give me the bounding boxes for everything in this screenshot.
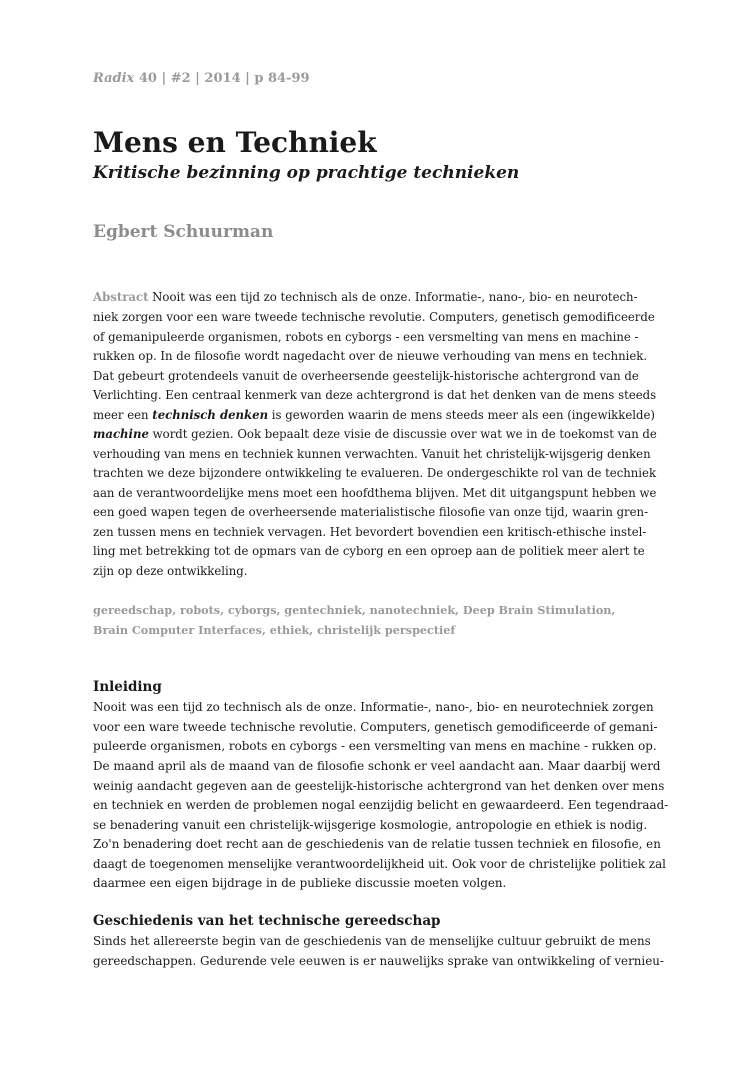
- journal-name: Radix: [93, 71, 135, 86]
- abstract-line: aan de verantwoordelijke mens moet een hoofdthema blijven. Met dit uitgangspunt hebben we: [93, 486, 657, 500]
- abstract-line: rukken op. In de filosofie wordt nagedacht over de nieuwe verhouding van mens en techniek.: [93, 349, 648, 363]
- abstract-line: Abstract Nooit was een tijd zo technisch als de onze. Informatie-, nano-, bio- en neurotech-: [93, 290, 638, 304]
- body-line: De maand april als de maand van de filosofie schonk er veel aandacht aan. Maar daarbij werd: [93, 759, 661, 773]
- keywords-line: gereedschap, robots, cyborgs, gentechniek, nanotechniek, Deep Brain Stimulation,: [93, 603, 616, 617]
- issue-details: 40 | #2 | 2014 | p 84-99: [134, 71, 310, 86]
- abstract-line: niek zorgen voor een ware tweede technische revolutie. Computers, genetisch gemodificeerde: [93, 310, 655, 324]
- abstract-line: zen tussen mens en techniek vervagen. Het bevordert bovendien een kritisch-ethische instel-: [93, 525, 647, 539]
- body-line: se benadering vanuit een christelijk-wijsgerige kosmologie, antropologie en ethiek is nodig.: [93, 818, 648, 832]
- abstract-line: of gemanipuleerde organismen, robots en cyborgs - een versmelting van mens en machine -: [93, 330, 639, 344]
- abstract-line: verhouding van mens en techniek kunnen verwachten. Vanuit het christelijk-wijsgerig denken: [93, 447, 651, 461]
- abstract-line: trachten we deze bijzondere ontwikkeling te evalueren. De ondergeschikte rol van de techniek: [93, 466, 657, 480]
- body-line: daarmee een eigen bijdrage in de publieke discussie moeten volgen.: [93, 876, 507, 890]
- abstract-line: Dat gebeurt grotendeels vanuit de overheersende geestelijk-historische achtergrond van de: [93, 369, 639, 383]
- body-line: weinig aandacht gegeven aan de geestelijk-historische achtergrond van het denken over mens: [93, 779, 665, 793]
- body-line: puleerde organismen, robots en cyborgs - een versmelting van mens en machine - rukken op.: [93, 739, 657, 753]
- abstract-line: zijn op deze ontwikkeling.: [93, 564, 248, 578]
- body-line: Sinds het allereerste begin van de geschiedenis van de menselijke cultuur gebruikt de mens: [93, 934, 651, 948]
- body-line: en techniek en werden de problemen nogal eenzijdig belicht en gewaardeerd. Een tegendraad-: [93, 798, 669, 812]
- abstract-line: Verlichting. Een centraal kenmerk van deze achtergrond is dat het denken van de mens steeds: [93, 388, 657, 402]
- running-head: [93, 71, 310, 86]
- author-name: Egbert Schuurman: [93, 222, 274, 242]
- article-title: Mens en Techniek: [93, 126, 377, 159]
- body-line: Nooit was een tijd zo technisch als de onze. Informatie-, nano-, bio- en neurotechniek zorgen: [93, 700, 654, 714]
- body-line: voor een ware tweede technische revolutie. Computers, genetisch gemodificeerde of gemani-: [93, 720, 658, 734]
- abstract-line: ling met betrekking tot de opmars van de cyborg en een oproep aan de politiek meer alert te: [93, 544, 645, 558]
- abstract-line: een goed wapen tegen de overheersende materialistische filosofie van onze tijd, waarin gren-: [93, 505, 649, 519]
- section-heading-inleiding: Inleiding: [93, 679, 162, 695]
- section-heading-geschiedenis: Geschiedenis van het technische gereedschap: [93, 913, 441, 929]
- article-subtitle: Kritische bezinning op prachtige technieken: [93, 163, 520, 183]
- body-line: gereedschappen. Gedurende vele eeuwen is er nauwelijks sprake van ontwikkeling of vernieu-: [93, 954, 664, 968]
- abstract-line: machine wordt gezien. Ook bepaalt deze visie de discussie over wat we in de toekomst van de: [93, 427, 657, 441]
- body-line: daagt de toegenomen menselijke verantwoordelijkheid uit. Ook voor de christelijke politiek zal: [93, 857, 666, 871]
- abstract-label: Abstract: [93, 290, 149, 304]
- abstract-line: meer een technisch denken is geworden waarin de mens steeds meer als een (ingewikkelde): [93, 408, 655, 422]
- emphasis-text: technisch denken: [152, 408, 269, 422]
- keywords-line: Brain Computer Interfaces, ethiek, christelijk perspectief: [93, 623, 456, 637]
- emphasis-text: machine: [93, 427, 149, 441]
- body-line: Zo'n benadering doet recht aan de geschiedenis van de relatie tussen techniek en filosofie, en: [93, 837, 661, 851]
